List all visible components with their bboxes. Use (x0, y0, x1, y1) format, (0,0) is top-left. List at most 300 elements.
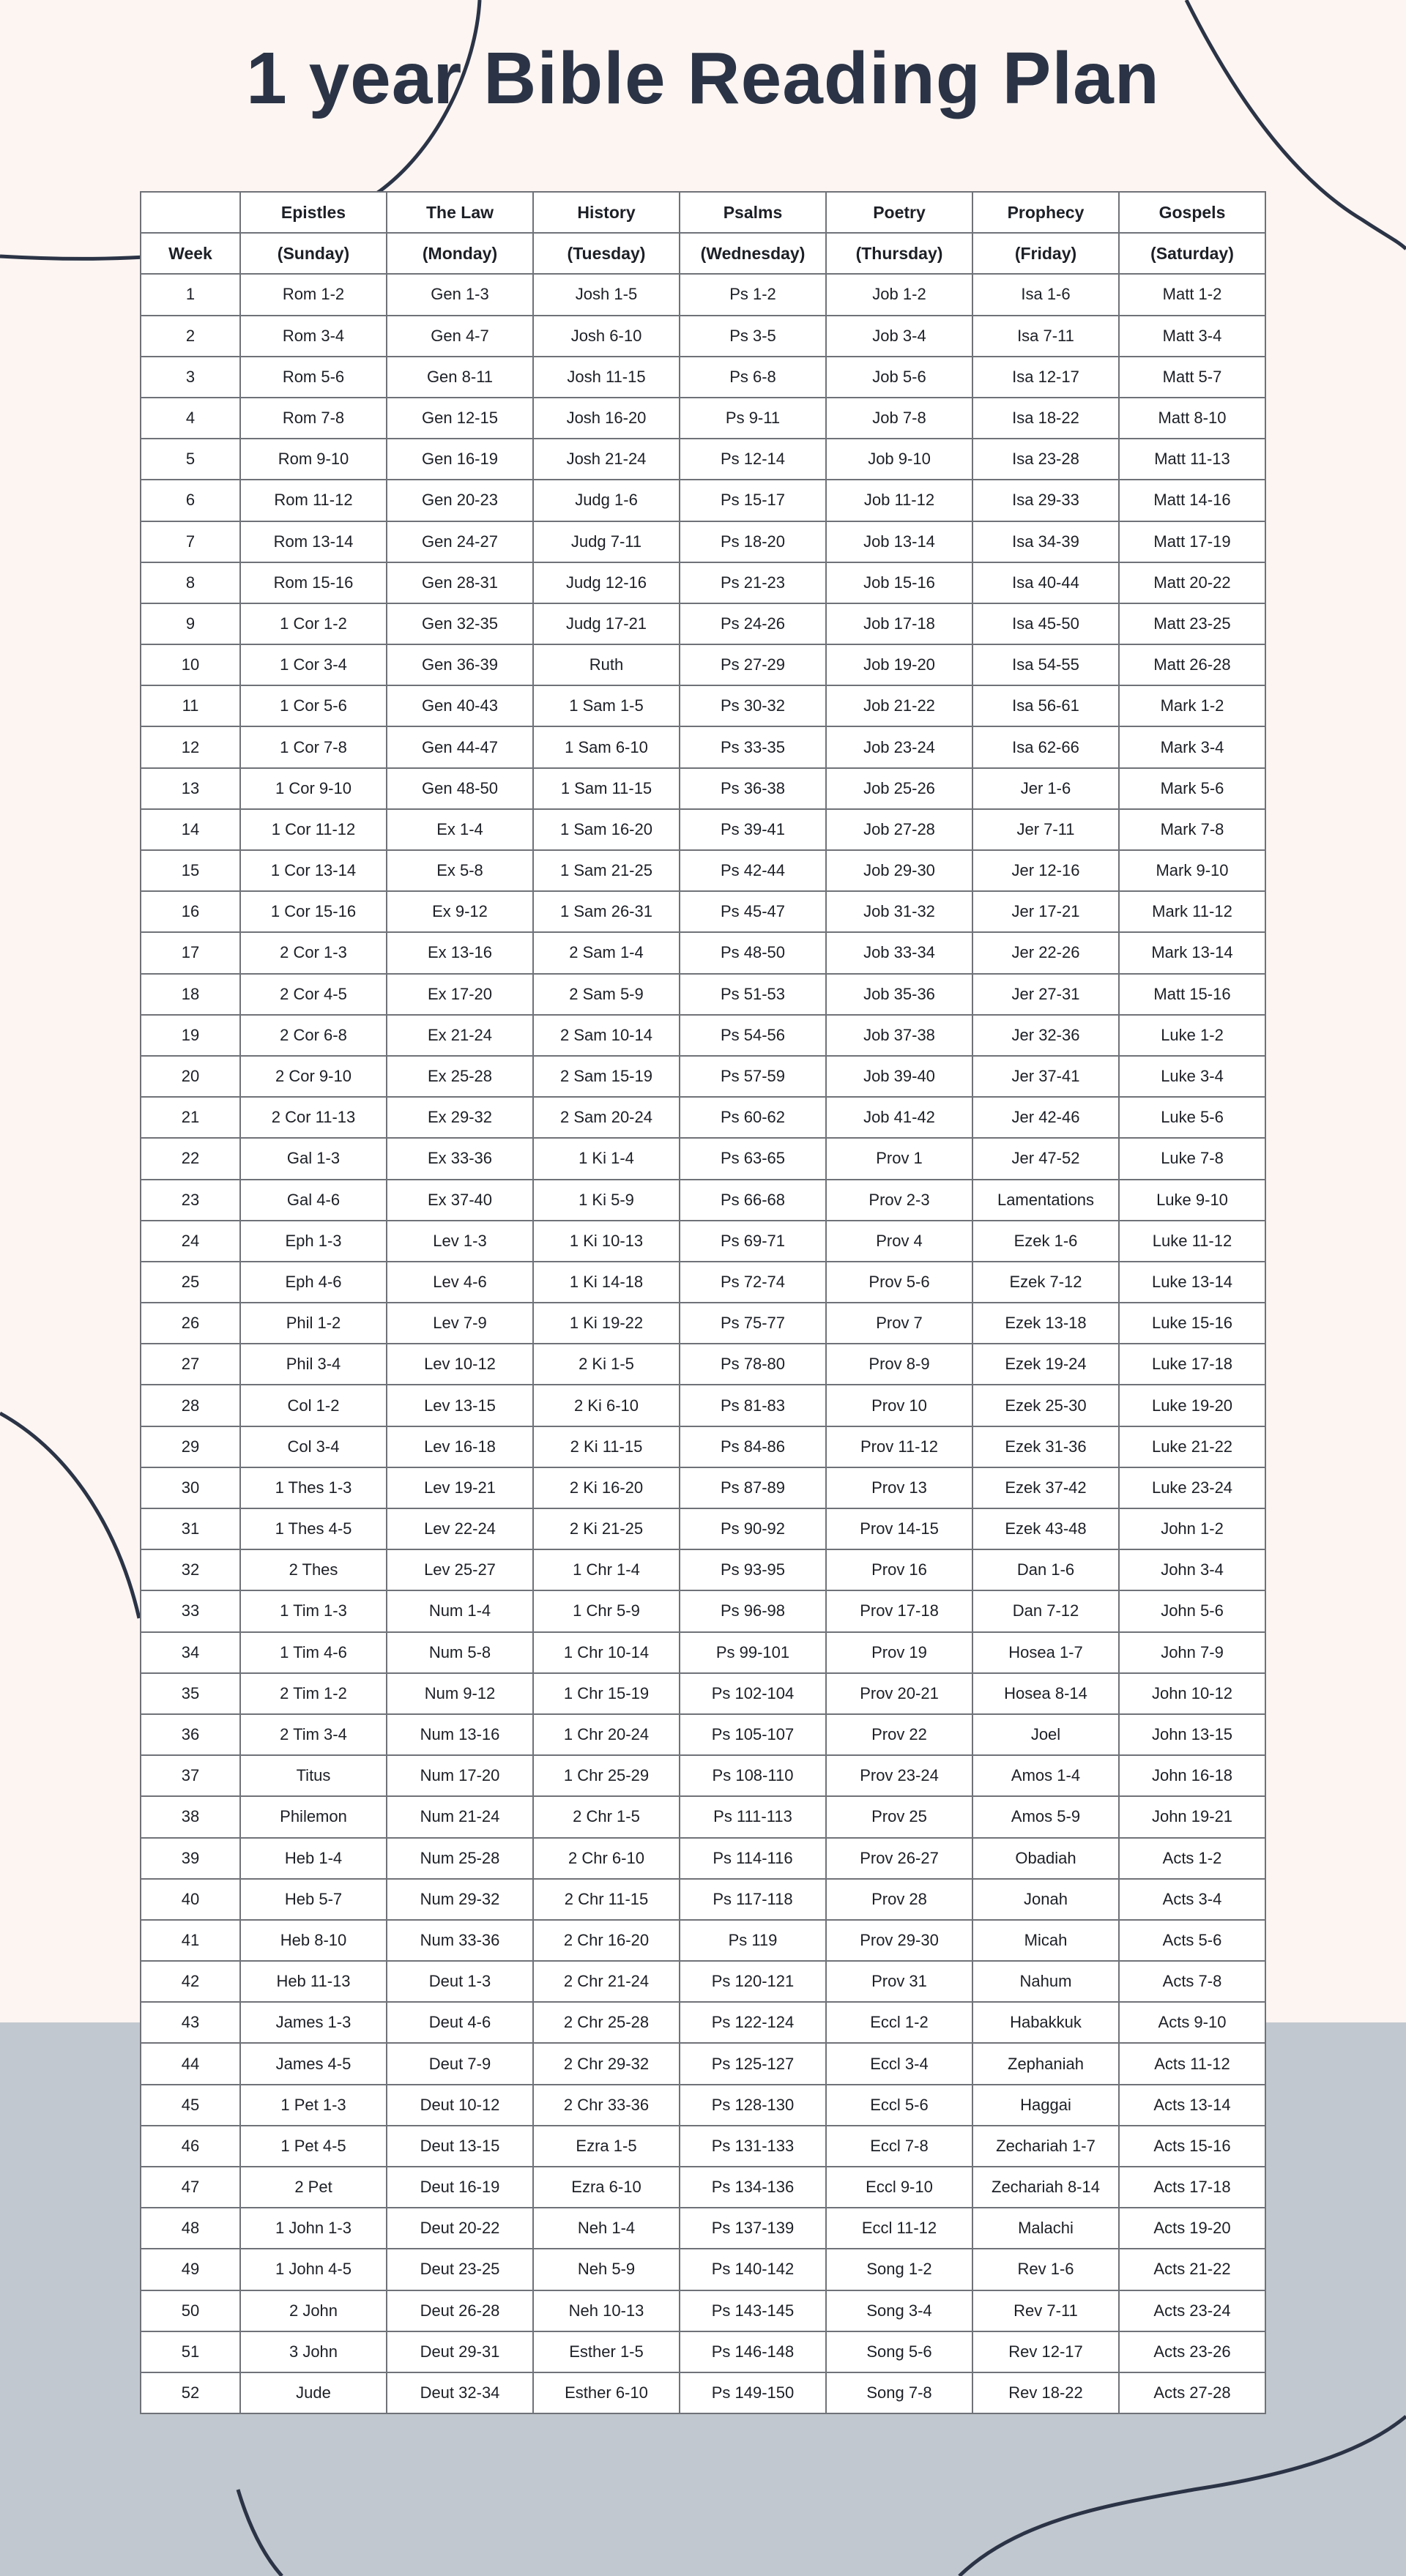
poetry-cell: Prov 28 (826, 1879, 972, 1920)
table-row (141, 274, 1265, 315)
poetry-cell: Prov 29-30 (826, 1920, 972, 1961)
psalms-cell: Ps 69-71 (680, 1221, 826, 1262)
psalms-cell: Ps 93-95 (680, 1549, 826, 1590)
table-row (141, 932, 1265, 973)
prophecy-cell: Hosea 8-14 (972, 1673, 1119, 1714)
epistles-cell: Heb 11-13 (240, 1961, 387, 2002)
week-cell: 51 (141, 2331, 240, 2372)
psalms-cell: Ps 87-89 (680, 1467, 826, 1508)
law-cell: Ex 9-12 (387, 891, 533, 932)
prophecy-cell: Ezek 31-36 (972, 1426, 1119, 1467)
table-header (141, 192, 1265, 274)
epistles-cell: 2 Cor 4-5 (240, 974, 387, 1015)
law-cell: Ex 21-24 (387, 1015, 533, 1056)
prophecy-cell: Jer 12-16 (972, 850, 1119, 891)
prophecy-cell: Amos 1-4 (972, 1755, 1119, 1796)
table-row (141, 1344, 1265, 1385)
table-body (141, 274, 1265, 2413)
psalms-cell: Ps 3-5 (680, 316, 826, 357)
epistles-cell: 1 John 1-3 (240, 2208, 387, 2249)
prophecy-cell: Ezek 13-18 (972, 1303, 1119, 1344)
week-cell: 13 (141, 768, 240, 809)
psalms-cell: Ps 15-17 (680, 480, 826, 521)
law-cell: Gen 1-3 (387, 274, 533, 315)
epistles-cell: Rom 9-10 (240, 439, 387, 480)
gospels-cell: John 3-4 (1119, 1549, 1265, 1590)
history-cell: 2 Chr 33-36 (533, 2085, 680, 2126)
table-row (141, 1632, 1265, 1673)
week-cell: 23 (141, 1180, 240, 1221)
prophecy-cell: Obadiah (972, 1838, 1119, 1879)
psalms-cell: Ps 72-74 (680, 1262, 826, 1303)
gospels-cell: Acts 5-6 (1119, 1920, 1265, 1961)
gospels-cell: Matt 14-16 (1119, 480, 1265, 521)
table-row (141, 644, 1265, 685)
epistles-cell: 1 Thes 4-5 (240, 1508, 387, 1549)
psalms-cell: Ps 81-83 (680, 1385, 826, 1426)
epistles-cell: 2 John (240, 2290, 387, 2331)
prophecy-cell: Rev 12-17 (972, 2331, 1119, 2372)
poetry-cell: Job 31-32 (826, 891, 972, 932)
poetry-cell: Song 3-4 (826, 2290, 972, 2331)
header-epistles: Epistles (240, 192, 387, 233)
prophecy-cell: Isa 29-33 (972, 480, 1119, 521)
law-cell: Num 25-28 (387, 1838, 533, 1879)
history-cell: 1 Chr 10-14 (533, 1632, 680, 1673)
week-cell: 6 (141, 480, 240, 521)
week-cell: 38 (141, 1796, 240, 1837)
psalms-cell: Ps 134-136 (680, 2167, 826, 2208)
law-cell: Lev 19-21 (387, 1467, 533, 1508)
psalms-cell: Ps 75-77 (680, 1303, 826, 1344)
week-cell: 44 (141, 2043, 240, 2084)
week-cell: 24 (141, 1221, 240, 1262)
poetry-cell: Prov 1 (826, 1138, 972, 1179)
law-cell: Num 17-20 (387, 1755, 533, 1796)
epistles-cell: Heb 8-10 (240, 1920, 387, 1961)
epistles-cell: 1 Cor 5-6 (240, 685, 387, 726)
week-cell: 19 (141, 1015, 240, 1056)
table-row (141, 398, 1265, 439)
history-cell: Josh 21-24 (533, 439, 680, 480)
table-row (141, 2002, 1265, 2043)
table-row (141, 1138, 1265, 1179)
table-row (141, 1714, 1265, 1755)
epistles-cell: 2 Cor 6-8 (240, 1015, 387, 1056)
poetry-cell: Prov 2-3 (826, 1180, 972, 1221)
psalms-cell: Ps 1-2 (680, 274, 826, 315)
table-row (141, 2167, 1265, 2208)
prophecy-cell: Jer 27-31 (972, 974, 1119, 1015)
gospels-cell: Matt 26-28 (1119, 644, 1265, 685)
epistles-cell: Rom 3-4 (240, 316, 387, 357)
epistles-cell: Rom 5-6 (240, 357, 387, 398)
week-cell: 10 (141, 644, 240, 685)
prophecy-cell: Joel (972, 1714, 1119, 1755)
table-row (141, 1920, 1265, 1961)
psalms-cell: Ps 30-32 (680, 685, 826, 726)
table-row (141, 2208, 1265, 2249)
table-row (141, 439, 1265, 480)
psalms-cell: Ps 149-150 (680, 2372, 826, 2413)
week-cell: 36 (141, 1714, 240, 1755)
week-cell: 52 (141, 2372, 240, 2413)
gospels-cell: Mark 13-14 (1119, 932, 1265, 973)
history-cell: 2 Chr 29-32 (533, 2043, 680, 2084)
gospels-cell: Matt 17-19 (1119, 521, 1265, 562)
week-cell: 50 (141, 2290, 240, 2331)
prophecy-cell: Rev 7-11 (972, 2290, 1119, 2331)
gospels-cell: John 19-21 (1119, 1796, 1265, 1837)
law-cell: Ex 37-40 (387, 1180, 533, 1221)
history-cell: 2 Ki 1-5 (533, 1344, 680, 1385)
prophecy-cell: Isa 54-55 (972, 644, 1119, 685)
gospels-cell: Mark 1-2 (1119, 685, 1265, 726)
epistles-cell: 1 Pet 1-3 (240, 2085, 387, 2126)
epistles-cell: Eph 1-3 (240, 1221, 387, 1262)
law-cell: Lev 13-15 (387, 1385, 533, 1426)
history-cell: 1 Chr 15-19 (533, 1673, 680, 1714)
history-cell: Josh 16-20 (533, 398, 680, 439)
psalms-cell: Ps 9-11 (680, 398, 826, 439)
gospels-cell: Matt 5-7 (1119, 357, 1265, 398)
week-cell: 25 (141, 1262, 240, 1303)
history-cell: 2 Sam 10-14 (533, 1015, 680, 1056)
epistles-cell: 1 John 4-5 (240, 2249, 387, 2290)
poetry-cell: Eccl 1-2 (826, 2002, 972, 2043)
history-cell: 1 Sam 21-25 (533, 850, 680, 891)
week-cell: 40 (141, 1879, 240, 1920)
gospels-cell: Acts 11-12 (1119, 2043, 1265, 2084)
week-cell: 33 (141, 1590, 240, 1631)
law-cell: Num 1-4 (387, 1590, 533, 1631)
epistles-cell: James 4-5 (240, 2043, 387, 2084)
table-row (141, 2249, 1265, 2290)
poetry-cell: Job 17-18 (826, 603, 972, 644)
week-cell: 32 (141, 1549, 240, 1590)
table-row (141, 1961, 1265, 2002)
epistles-cell: 2 Tim 1-2 (240, 1673, 387, 1714)
gospels-cell: Mark 7-8 (1119, 809, 1265, 850)
gospels-cell: Matt 20-22 (1119, 562, 1265, 603)
history-cell: 1 Ki 1-4 (533, 1138, 680, 1179)
poetry-cell: Eccl 3-4 (826, 2043, 972, 2084)
psalms-cell: Ps 6-8 (680, 357, 826, 398)
history-cell: 1 Ki 5-9 (533, 1180, 680, 1221)
epistles-cell: 1 Cor 3-4 (240, 644, 387, 685)
psalms-cell: Ps 84-86 (680, 1426, 826, 1467)
law-cell: Lev 4-6 (387, 1262, 533, 1303)
law-cell: Deut 23-25 (387, 2249, 533, 2290)
psalms-cell: Ps 114-116 (680, 1838, 826, 1879)
table-row (141, 809, 1265, 850)
history-cell: Josh 6-10 (533, 316, 680, 357)
header-sunday: (Sunday) (240, 233, 387, 274)
law-cell: Ex 25-28 (387, 1056, 533, 1097)
history-cell: 2 Sam 20-24 (533, 1097, 680, 1138)
table-row (141, 2085, 1265, 2126)
week-cell: 27 (141, 1344, 240, 1385)
psalms-cell: Ps 125-127 (680, 2043, 826, 2084)
law-cell: Ex 13-16 (387, 932, 533, 973)
history-cell: 1 Sam 16-20 (533, 809, 680, 850)
history-cell: 2 Sam 1-4 (533, 932, 680, 973)
poetry-cell: Song 7-8 (826, 2372, 972, 2413)
epistles-cell: Rom 13-14 (240, 521, 387, 562)
week-cell: 28 (141, 1385, 240, 1426)
psalms-cell: Ps 90-92 (680, 1508, 826, 1549)
psalms-cell: Ps 60-62 (680, 1097, 826, 1138)
poetry-cell: Job 29-30 (826, 850, 972, 891)
header-tuesday: (Tuesday) (533, 233, 680, 274)
law-cell: Deut 10-12 (387, 2085, 533, 2126)
epistles-cell: 2 Cor 9-10 (240, 1056, 387, 1097)
prophecy-cell: Ezek 43-48 (972, 1508, 1119, 1549)
gospels-cell: Matt 1-2 (1119, 274, 1265, 315)
epistles-cell: Titus (240, 1755, 387, 1796)
day-header-row (141, 233, 1265, 274)
gospels-cell: Mark 9-10 (1119, 850, 1265, 891)
gospels-cell: Acts 17-18 (1119, 2167, 1265, 2208)
history-cell: 2 Sam 5-9 (533, 974, 680, 1015)
table-row (141, 1303, 1265, 1344)
gospels-cell: John 16-18 (1119, 1755, 1265, 1796)
week-cell: 5 (141, 439, 240, 480)
page-title: 1 year Bible Reading Plan (246, 37, 1160, 119)
psalms-cell: Ps 42-44 (680, 850, 826, 891)
gospels-cell: Matt 15-16 (1119, 974, 1265, 1015)
week-cell: 41 (141, 1920, 240, 1961)
week-cell: 48 (141, 2208, 240, 2249)
prophecy-cell: Rev 18-22 (972, 2372, 1119, 2413)
law-cell: Ex 29-32 (387, 1097, 533, 1138)
history-cell: Neh 10-13 (533, 2290, 680, 2331)
poetry-cell: Prov 11-12 (826, 1426, 972, 1467)
law-cell: Gen 40-43 (387, 685, 533, 726)
law-cell: Lev 25-27 (387, 1549, 533, 1590)
history-cell: 1 Sam 26-31 (533, 891, 680, 932)
gospels-cell: Acts 15-16 (1119, 2126, 1265, 2167)
poetry-cell: Prov 7 (826, 1303, 972, 1344)
prophecy-cell: Habakkuk (972, 2002, 1119, 2043)
poetry-cell: Prov 23-24 (826, 1755, 972, 1796)
week-cell: 26 (141, 1303, 240, 1344)
law-cell: Gen 16-19 (387, 439, 533, 480)
epistles-cell: 1 Cor 13-14 (240, 850, 387, 891)
poetry-cell: Eccl 7-8 (826, 2126, 972, 2167)
poetry-cell: Job 33-34 (826, 932, 972, 973)
poetry-cell: Job 13-14 (826, 521, 972, 562)
week-cell: 42 (141, 1961, 240, 2002)
table-row (141, 1508, 1265, 1549)
history-cell: Esther 1-5 (533, 2331, 680, 2372)
week-cell: 8 (141, 562, 240, 603)
psalms-cell: Ps 128-130 (680, 2085, 826, 2126)
table-row (141, 1673, 1265, 1714)
table-row (141, 2372, 1265, 2413)
epistles-cell: 1 Cor 11-12 (240, 809, 387, 850)
law-cell: Gen 24-27 (387, 521, 533, 562)
prophecy-cell: Amos 5-9 (972, 1796, 1119, 1837)
table-row (141, 480, 1265, 521)
history-cell: Esther 6-10 (533, 2372, 680, 2413)
epistles-cell: 1 Cor 9-10 (240, 768, 387, 809)
gospels-cell: John 13-15 (1119, 1714, 1265, 1755)
poetry-cell: Prov 16 (826, 1549, 972, 1590)
header-friday: (Friday) (972, 233, 1119, 274)
prophecy-cell: Dan 1-6 (972, 1549, 1119, 1590)
decor-curve-bottom-left (238, 2490, 282, 2576)
poetry-cell: Job 25-26 (826, 768, 972, 809)
table-row (141, 2331, 1265, 2372)
history-cell: Ezra 1-5 (533, 2126, 680, 2167)
law-cell: Deut 16-19 (387, 2167, 533, 2208)
prophecy-cell: Isa 56-61 (972, 685, 1119, 726)
week-cell: 47 (141, 2167, 240, 2208)
gospels-cell: Acts 19-20 (1119, 2208, 1265, 2249)
prophecy-cell: Isa 34-39 (972, 521, 1119, 562)
poetry-cell: Prov 22 (826, 1714, 972, 1755)
table-row (141, 1590, 1265, 1631)
law-cell: Ex 33-36 (387, 1138, 533, 1179)
poetry-cell: Job 1-2 (826, 274, 972, 315)
prophecy-cell: Jer 32-36 (972, 1015, 1119, 1056)
psalms-cell: Ps 39-41 (680, 809, 826, 850)
table-row (141, 768, 1265, 809)
psalms-cell: Ps 57-59 (680, 1056, 826, 1097)
prophecy-cell: Jer 1-6 (972, 768, 1119, 809)
law-cell: Deut 7-9 (387, 2043, 533, 2084)
epistles-cell: Rom 11-12 (240, 480, 387, 521)
table-row (141, 1097, 1265, 1138)
epistles-cell: Heb 1-4 (240, 1838, 387, 1879)
law-cell: Gen 32-35 (387, 603, 533, 644)
gospels-cell: Acts 21-22 (1119, 2249, 1265, 2290)
prophecy-cell: Jonah (972, 1879, 1119, 1920)
prophecy-cell: Isa 62-66 (972, 726, 1119, 767)
epistles-cell: Eph 4-6 (240, 1262, 387, 1303)
law-cell: Gen 4-7 (387, 316, 533, 357)
history-cell: 2 Chr 1-5 (533, 1796, 680, 1837)
poetry-cell: Job 35-36 (826, 974, 972, 1015)
psalms-cell: Ps 21-23 (680, 562, 826, 603)
prophecy-cell: Ezek 7-12 (972, 1262, 1119, 1303)
table-row (141, 357, 1265, 398)
psalms-cell: Ps 24-26 (680, 603, 826, 644)
psalms-cell: Ps 102-104 (680, 1673, 826, 1714)
law-cell: Lev 1-3 (387, 1221, 533, 1262)
gospels-cell: Luke 21-22 (1119, 1426, 1265, 1467)
week-cell: 29 (141, 1426, 240, 1467)
header-gospels: Gospels (1119, 192, 1265, 233)
prophecy-cell: Micah (972, 1920, 1119, 1961)
gospels-cell: Acts 23-24 (1119, 2290, 1265, 2331)
prophecy-cell: Jer 37-41 (972, 1056, 1119, 1097)
gospels-cell: Luke 9-10 (1119, 1180, 1265, 1221)
psalms-cell: Ps 131-133 (680, 2126, 826, 2167)
prophecy-cell: Isa 18-22 (972, 398, 1119, 439)
header-prophecy: Prophecy (972, 192, 1119, 233)
week-cell: 11 (141, 685, 240, 726)
psalms-cell: Ps 18-20 (680, 521, 826, 562)
table-row (141, 685, 1265, 726)
week-cell: 21 (141, 1097, 240, 1138)
poetry-cell: Prov 5-6 (826, 1262, 972, 1303)
week-cell: 4 (141, 398, 240, 439)
history-cell: 1 Chr 20-24 (533, 1714, 680, 1755)
poetry-cell: Job 3-4 (826, 316, 972, 357)
gospels-cell: Mark 11-12 (1119, 891, 1265, 932)
law-cell: Lev 10-12 (387, 1344, 533, 1385)
psalms-cell: Ps 119 (680, 1920, 826, 1961)
week-cell: 7 (141, 521, 240, 562)
psalms-cell: Ps 108-110 (680, 1755, 826, 1796)
history-cell: 1 Ki 14-18 (533, 1262, 680, 1303)
poetry-cell: Eccl 11-12 (826, 2208, 972, 2249)
epistles-cell: 1 Cor 7-8 (240, 726, 387, 767)
history-cell: 2 Ki 21-25 (533, 1508, 680, 1549)
history-cell: Judg 17-21 (533, 603, 680, 644)
prophecy-cell: Isa 45-50 (972, 603, 1119, 644)
poetry-cell: Job 9-10 (826, 439, 972, 480)
week-cell: 15 (141, 850, 240, 891)
week-cell: 18 (141, 974, 240, 1015)
poetry-cell: Job 5-6 (826, 357, 972, 398)
poetry-cell: Eccl 9-10 (826, 2167, 972, 2208)
week-cell: 12 (141, 726, 240, 767)
psalms-cell: Ps 140-142 (680, 2249, 826, 2290)
category-header-row (141, 192, 1265, 233)
prophecy-cell: Zechariah 1-7 (972, 2126, 1119, 2167)
history-cell: 1 Ki 19-22 (533, 1303, 680, 1344)
law-cell: Num 5-8 (387, 1632, 533, 1673)
epistles-cell: Rom 7-8 (240, 398, 387, 439)
law-cell: Gen 44-47 (387, 726, 533, 767)
table-row (141, 562, 1265, 603)
poetry-cell: Eccl 5-6 (826, 2085, 972, 2126)
poetry-cell: Job 21-22 (826, 685, 972, 726)
epistles-cell: Heb 5-7 (240, 1879, 387, 1920)
poetry-cell: Prov 31 (826, 1961, 972, 2002)
week-cell: 1 (141, 274, 240, 315)
history-cell: 2 Ki 11-15 (533, 1426, 680, 1467)
law-cell: Gen 12-15 (387, 398, 533, 439)
header-history: History (533, 192, 680, 233)
history-cell: 1 Ki 10-13 (533, 1221, 680, 1262)
poetry-cell: Job 39-40 (826, 1056, 972, 1097)
poetry-cell: Prov 25 (826, 1796, 972, 1837)
history-cell: 1 Sam 1-5 (533, 685, 680, 726)
table-row (141, 974, 1265, 1015)
table-row (141, 1385, 1265, 1426)
week-cell: 34 (141, 1632, 240, 1673)
poetry-cell: Prov 14-15 (826, 1508, 972, 1549)
epistles-cell: 2 Tim 3-4 (240, 1714, 387, 1755)
week-cell: 16 (141, 891, 240, 932)
gospels-cell: John 7-9 (1119, 1632, 1265, 1673)
epistles-cell: Gal 4-6 (240, 1180, 387, 1221)
epistles-cell: 1 Pet 4-5 (240, 2126, 387, 2167)
prophecy-cell: Dan 7-12 (972, 1590, 1119, 1631)
history-cell: 2 Chr 21-24 (533, 1961, 680, 2002)
table-row (141, 1796, 1265, 1837)
law-cell: Gen 28-31 (387, 562, 533, 603)
week-cell: 45 (141, 2085, 240, 2126)
gospels-cell: Acts 3-4 (1119, 1879, 1265, 1920)
gospels-cell: Luke 11-12 (1119, 1221, 1265, 1262)
psalms-cell: Ps 27-29 (680, 644, 826, 685)
history-cell: Ruth (533, 644, 680, 685)
